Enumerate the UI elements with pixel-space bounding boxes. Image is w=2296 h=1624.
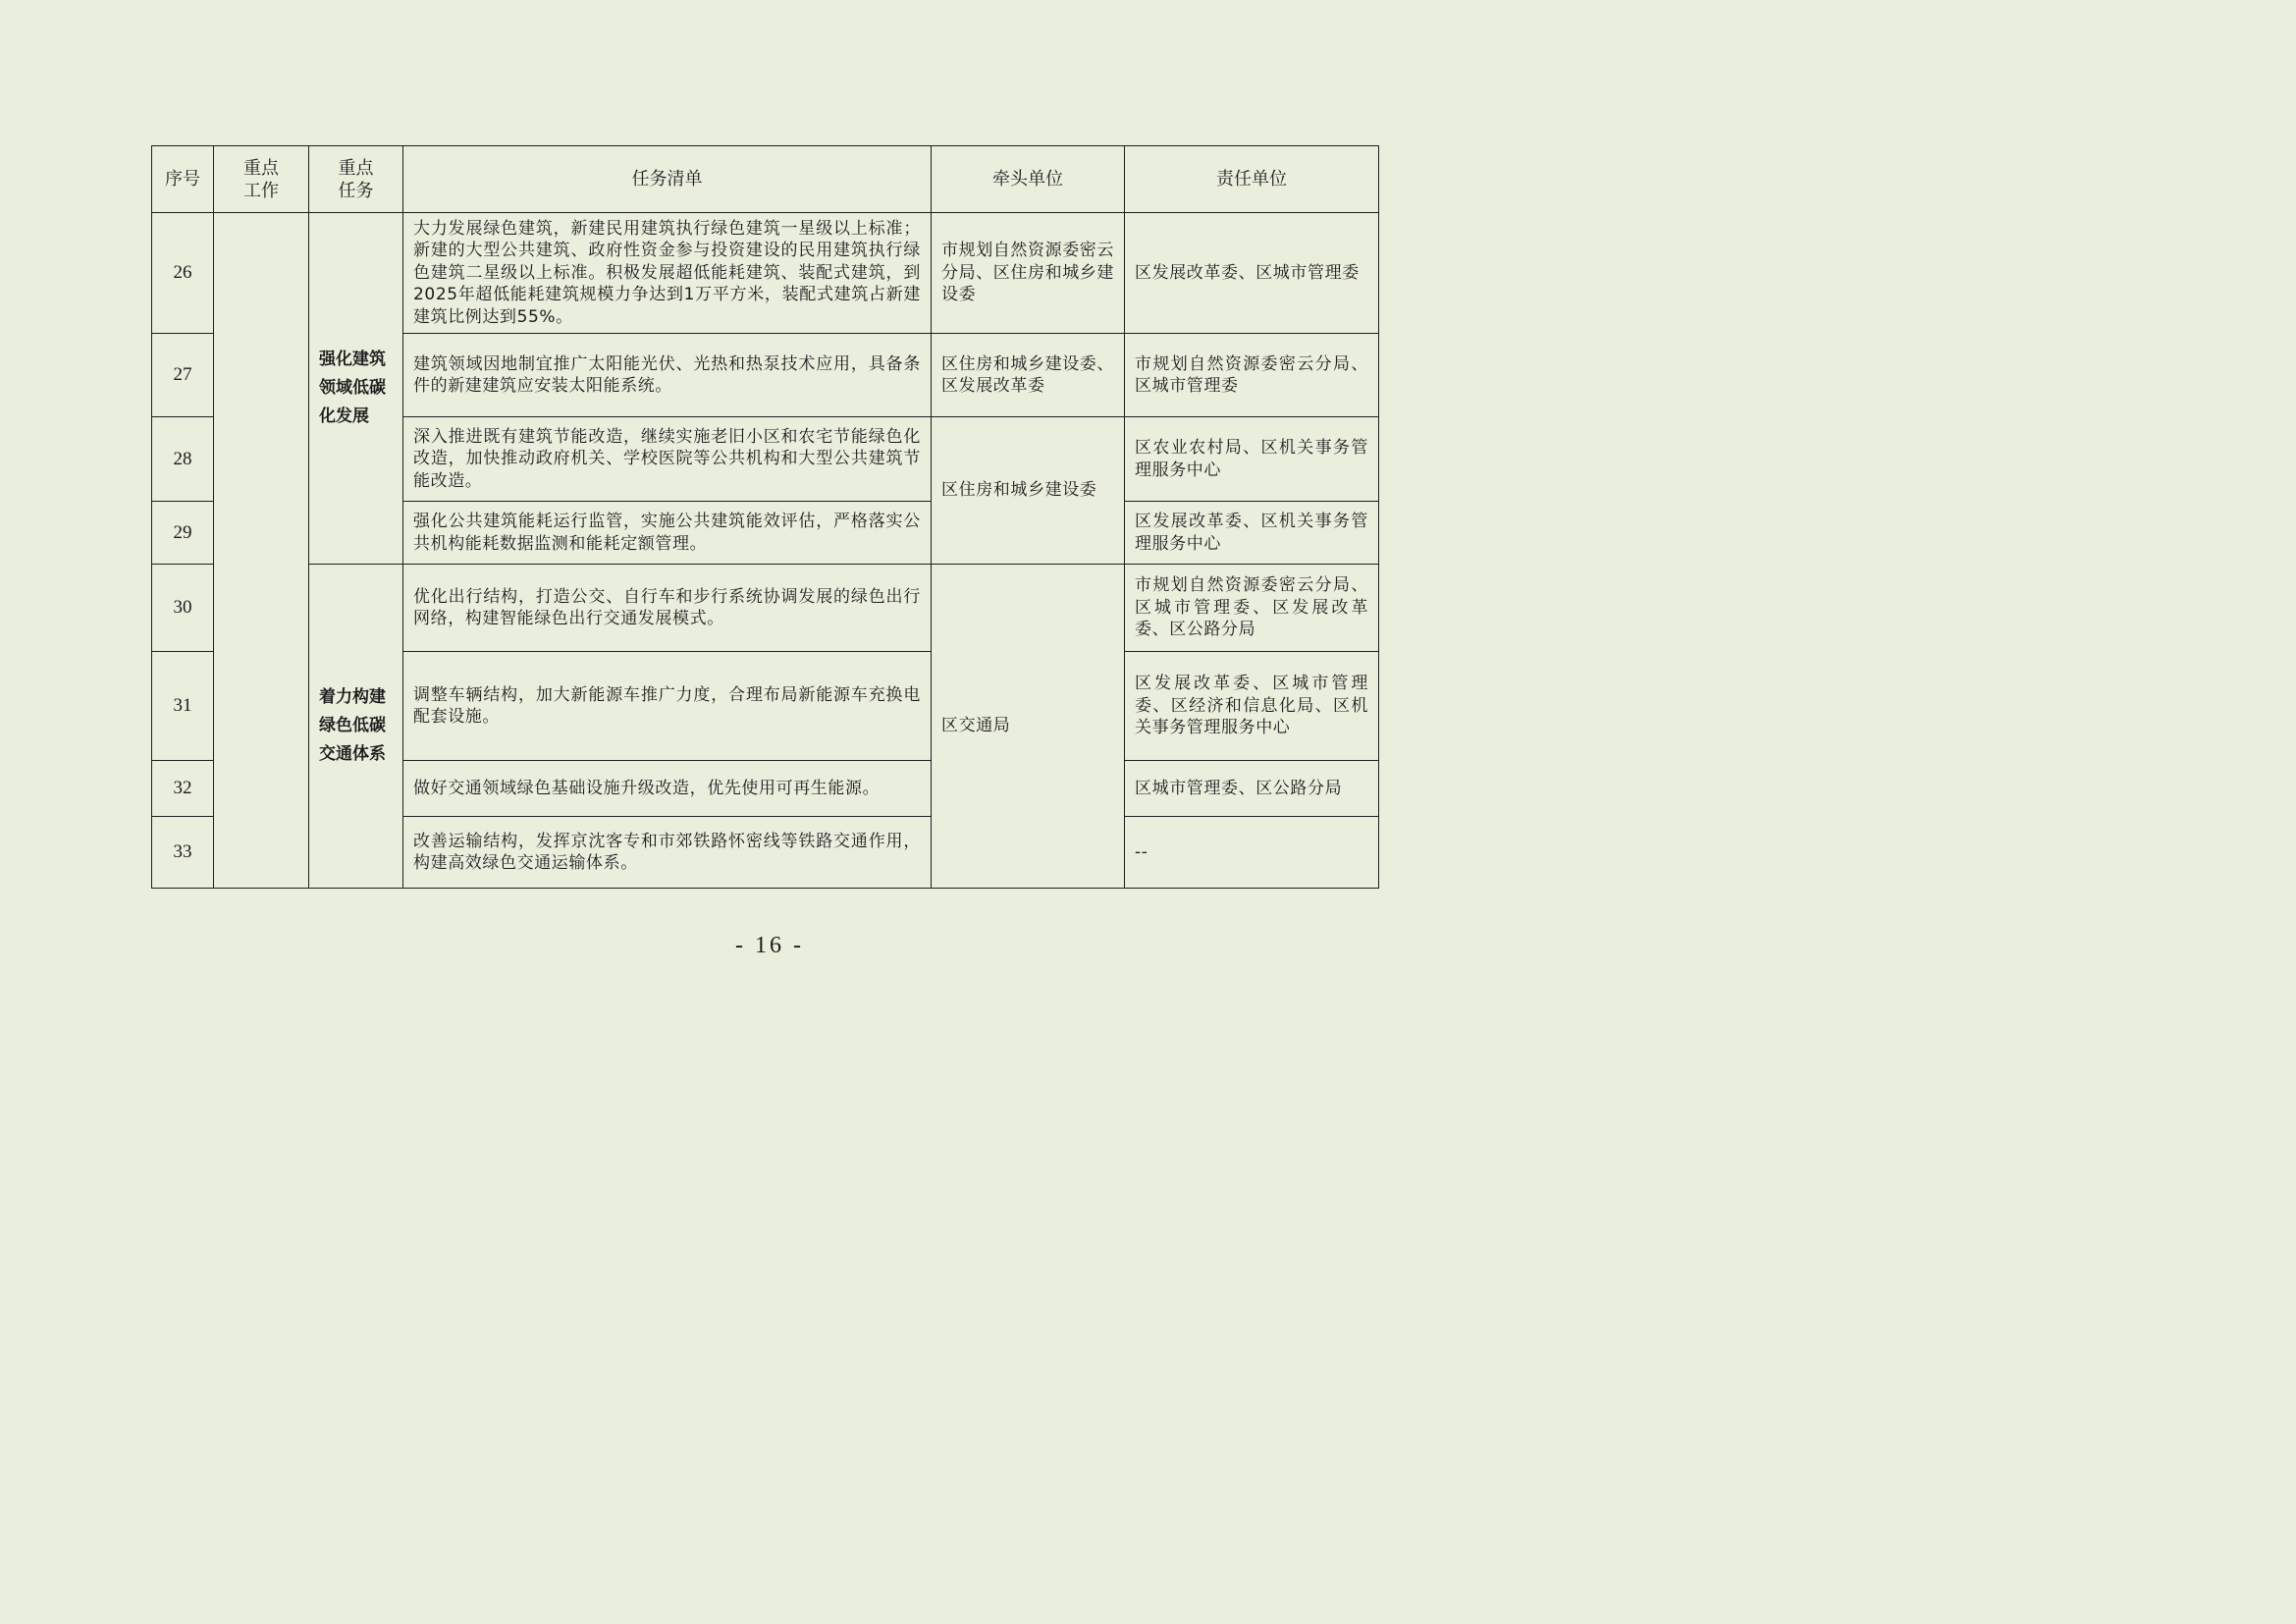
seq-cell: 26	[152, 213, 214, 334]
task-cell: 调整车辆结构，加大新能源车推广力度，合理布局新能源车充换电配套设施。	[403, 652, 932, 761]
table-row	[152, 565, 1379, 652]
resp-unit-cell: 区发展改革委、区机关事务管理服务中心	[1125, 502, 1379, 565]
header-key-task: 重点 任务	[309, 146, 403, 213]
task-cell: 强化公共建筑能耗运行监管，实施公共建筑能效评估，严格落实公共机构能耗数据监测和能耗定额管理。	[403, 502, 932, 565]
resp-unit-cell: 市规划自然资源委密云分局、区城市管理委	[1125, 334, 1379, 417]
lead-unit-cell: 区住房和城乡建设委	[932, 417, 1125, 565]
seq-cell: 28	[152, 417, 214, 502]
page-number: - 16 -	[735, 933, 804, 958]
seq-cell: 33	[152, 817, 214, 889]
task-cell: 大力发展绿色建筑，新建民用建筑执行绿色建筑一星级以上标准；新建的大型公共建筑、政府性资金参与投资建设的民用建筑执行绿色建筑二星级以上标准。积极发展超低能耗建筑、装配式建筑，到2025年超低能耗建筑规模力争达到1万平方米，装配式建筑占新建建筑比例达到55%。	[403, 213, 932, 334]
header-seq: 序号	[152, 146, 214, 213]
seq-cell: 27	[152, 334, 214, 417]
seq-cell: 32	[152, 761, 214, 817]
seq-cell: 29	[152, 502, 214, 565]
resp-unit-cell: 区城市管理委、区公路分局	[1125, 761, 1379, 817]
lead-unit-cell: 市规划自然资源委密云分局、区住房和城乡建设委	[932, 213, 1125, 334]
header-task-list: 任务清单	[403, 146, 932, 213]
key-work-cell	[214, 213, 309, 889]
resp-unit-cell: 区发展改革委、区城市管理委	[1125, 213, 1379, 334]
lead-unit-cell: 区住房和城乡建设委、区发展改革委	[932, 334, 1125, 417]
task-cell: 做好交通领域绿色基础设施升级改造，优先使用可再生能源。	[403, 761, 932, 817]
seq-cell: 31	[152, 652, 214, 761]
table-row	[152, 213, 1379, 334]
header-row	[152, 146, 1379, 213]
resp-unit-cell: 市规划自然资源委密云分局、区城市管理委、区发展改革委、区公路分局	[1125, 565, 1379, 652]
resp-unit-cell: 区农业农村局、区机关事务管理服务中心	[1125, 417, 1379, 502]
header-key-work: 重点 工作	[214, 146, 309, 213]
resp-unit-cell: --	[1125, 817, 1379, 889]
key-task-transport: 着力构建绿色低碳交通体系	[309, 565, 403, 889]
lead-unit-cell: 区交通局	[932, 565, 1125, 889]
resp-unit-cell: 区发展改革委、区城市管理委、区经济和信息化局、区机关事务管理服务中心	[1125, 652, 1379, 761]
header-resp-unit: 责任单位	[1125, 146, 1379, 213]
task-cell: 建筑领域因地制宜推广太阳能光伏、光热和热泵技术应用，具备条件的新建建筑应安装太阳能系统。	[403, 334, 932, 417]
key-task-building: 强化建筑领域低碳化发展	[309, 213, 403, 565]
task-cell: 优化出行结构，打造公交、自行车和步行系统协调发展的绿色出行网络，构建智能绿色出行交通发展模式。	[403, 565, 932, 652]
task-cell: 改善运输结构，发挥京沈客专和市郊铁路怀密线等铁路交通作用，构建高效绿色交通运输体系。	[403, 817, 932, 889]
task-table	[151, 145, 1379, 889]
task-cell: 深入推进既有建筑节能改造，继续实施老旧小区和农宅节能绿色化改造，加快推动政府机关、学校医院等公共机构和大型公共建筑节能改造。	[403, 417, 932, 502]
seq-cell: 30	[152, 565, 214, 652]
header-lead-unit: 牵头单位	[932, 146, 1125, 213]
